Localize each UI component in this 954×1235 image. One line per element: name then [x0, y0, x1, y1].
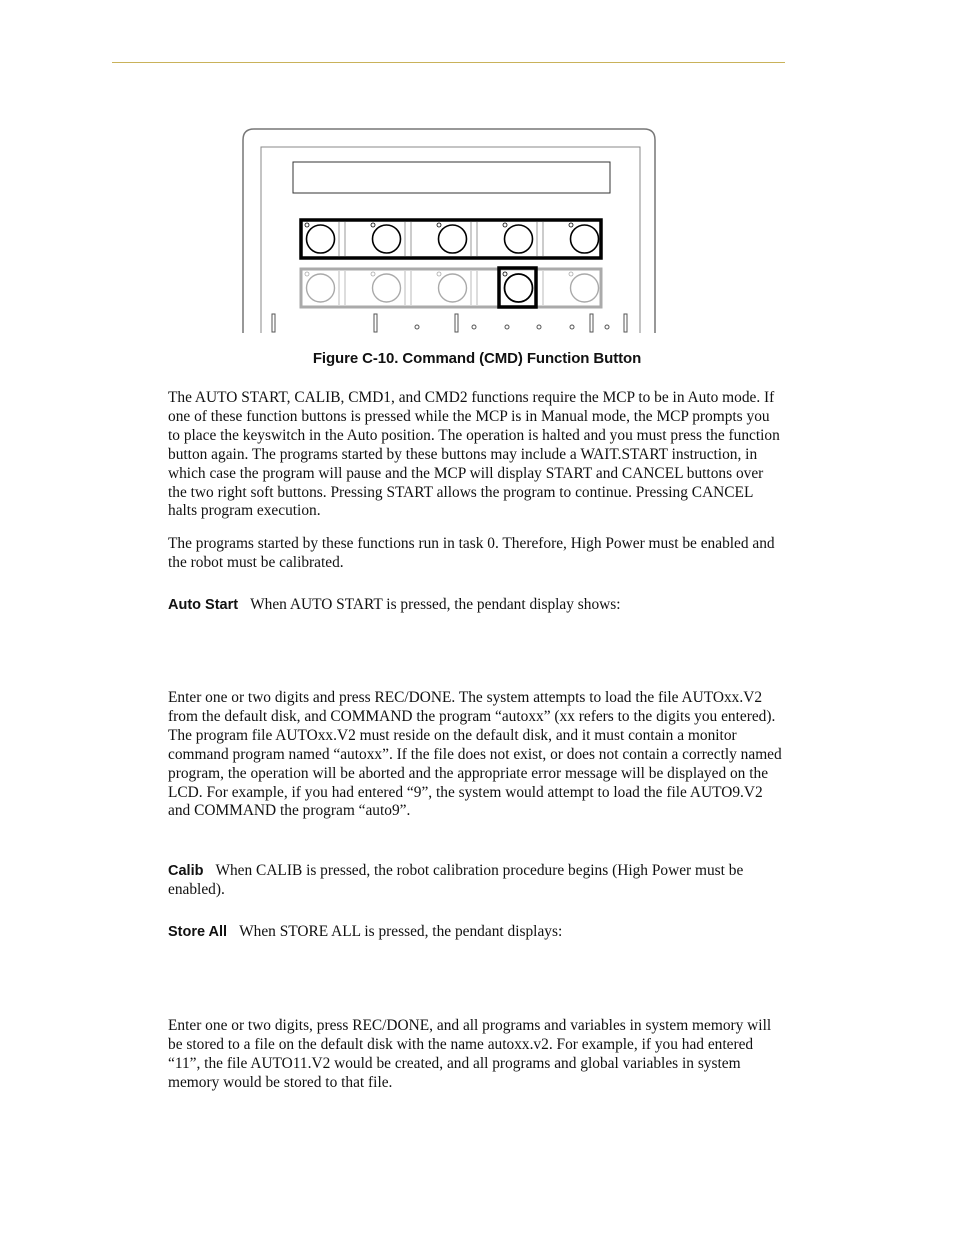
lcd-display	[293, 162, 610, 193]
button-circle	[439, 225, 467, 253]
store-all-section	[168, 923, 784, 942]
soft-button	[345, 271, 405, 305]
button-circle	[571, 274, 599, 302]
led-icon	[371, 223, 375, 227]
led-icon	[503, 223, 507, 227]
soft-button	[477, 222, 537, 256]
soft-button	[543, 271, 599, 305]
calib-text: When CALIB is pressed, the robot calibration procedure begins (High Power must be enabled).	[168, 862, 744, 898]
soft-button	[345, 222, 405, 256]
pendant-figure	[242, 128, 658, 336]
soft-button	[305, 222, 339, 256]
led-icon	[437, 272, 441, 276]
paragraph-store-all-details: Enter one or two digits, press REC/DONE, and all programs and variables in system memory will be stored to a file on the default disk with the name autoxx.v2. For example, if you had entered “11”, the file AUTO11.V2 would be created, and all programs and global variables in system memory would be stored to that file.	[168, 1017, 772, 1091]
button-circle	[439, 274, 467, 302]
auto-start-text: When AUTO START is pressed, the pendant display shows:	[250, 596, 621, 613]
figure-caption: Figure C-10. Command (CMD) Function Button	[312, 350, 642, 367]
calib-heading: Calib	[168, 863, 204, 879]
soft-button-row-top	[301, 220, 601, 258]
calib-section	[168, 862, 784, 900]
soft-button	[305, 271, 339, 305]
led-icon	[371, 272, 375, 276]
led-icon	[569, 223, 573, 227]
button-circle-selected	[505, 274, 533, 302]
paragraph-auto-functions: The AUTO START, CALIB, CMD1, and CMD2 functions require the MCP to be in Auto mode. If one of these function buttons is pressed while the MCP is in Manual mode, the MCP prompts you to place the keyswitch in the Auto position. The operation is halted and you must press the function button again. The programs started by these buttons may include a WAIT.START instruction, in which case the program will pause and the MCP will display START and CANCEL buttons over the two right soft buttons. Pressing START allows the program to continue. Pressing CANCEL halts program execution.	[168, 389, 780, 520]
led-icon	[503, 272, 507, 276]
soft-button-row-bottom	[301, 268, 601, 307]
store-all-heading: Store All	[168, 924, 228, 940]
led-icon	[305, 272, 309, 276]
auto-start-section	[168, 596, 784, 615]
button-circle	[307, 274, 335, 302]
led-icon	[569, 272, 573, 276]
button-circle	[373, 274, 401, 302]
paragraph-auto-start-details: Enter one or two digits and press REC/DONE. The system attempts to load the file AUTOxx.V2 from the default disk, and COMMAND the program “autoxx” (xx refers to the digits you entered). The program file AUTOxx.V2 must reside on the default disk, and it must contain a monitor command program named “autoxx”. If the file does not exist, or does not contain a correctly named program, the operation will be aborted and the appropriate error message will be displayed on the LCD. For example, if you had entered “9”, the system would attempt to load the file AUTO9.V2 and COMMAND the program “auto9”.	[168, 689, 782, 820]
soft-button	[543, 222, 599, 256]
button-circle	[505, 225, 533, 253]
soft-button	[411, 271, 471, 305]
keypad-top-edge	[272, 314, 627, 332]
led-icon	[437, 223, 441, 227]
led-icon	[305, 223, 309, 227]
button-circle	[571, 225, 599, 253]
auto-start-heading: Auto Start	[168, 597, 239, 613]
paragraph-task-zero: The programs started by these functions run in task 0. Therefore, High Power must be enabled and the robot must be calibrated.	[168, 535, 775, 571]
header-rule	[112, 62, 785, 63]
soft-button	[477, 271, 537, 305]
button-circle	[307, 225, 335, 253]
soft-button	[411, 222, 471, 256]
button-circle	[373, 225, 401, 253]
store-all-text: When STORE ALL is pressed, the pendant displays:	[239, 923, 563, 940]
